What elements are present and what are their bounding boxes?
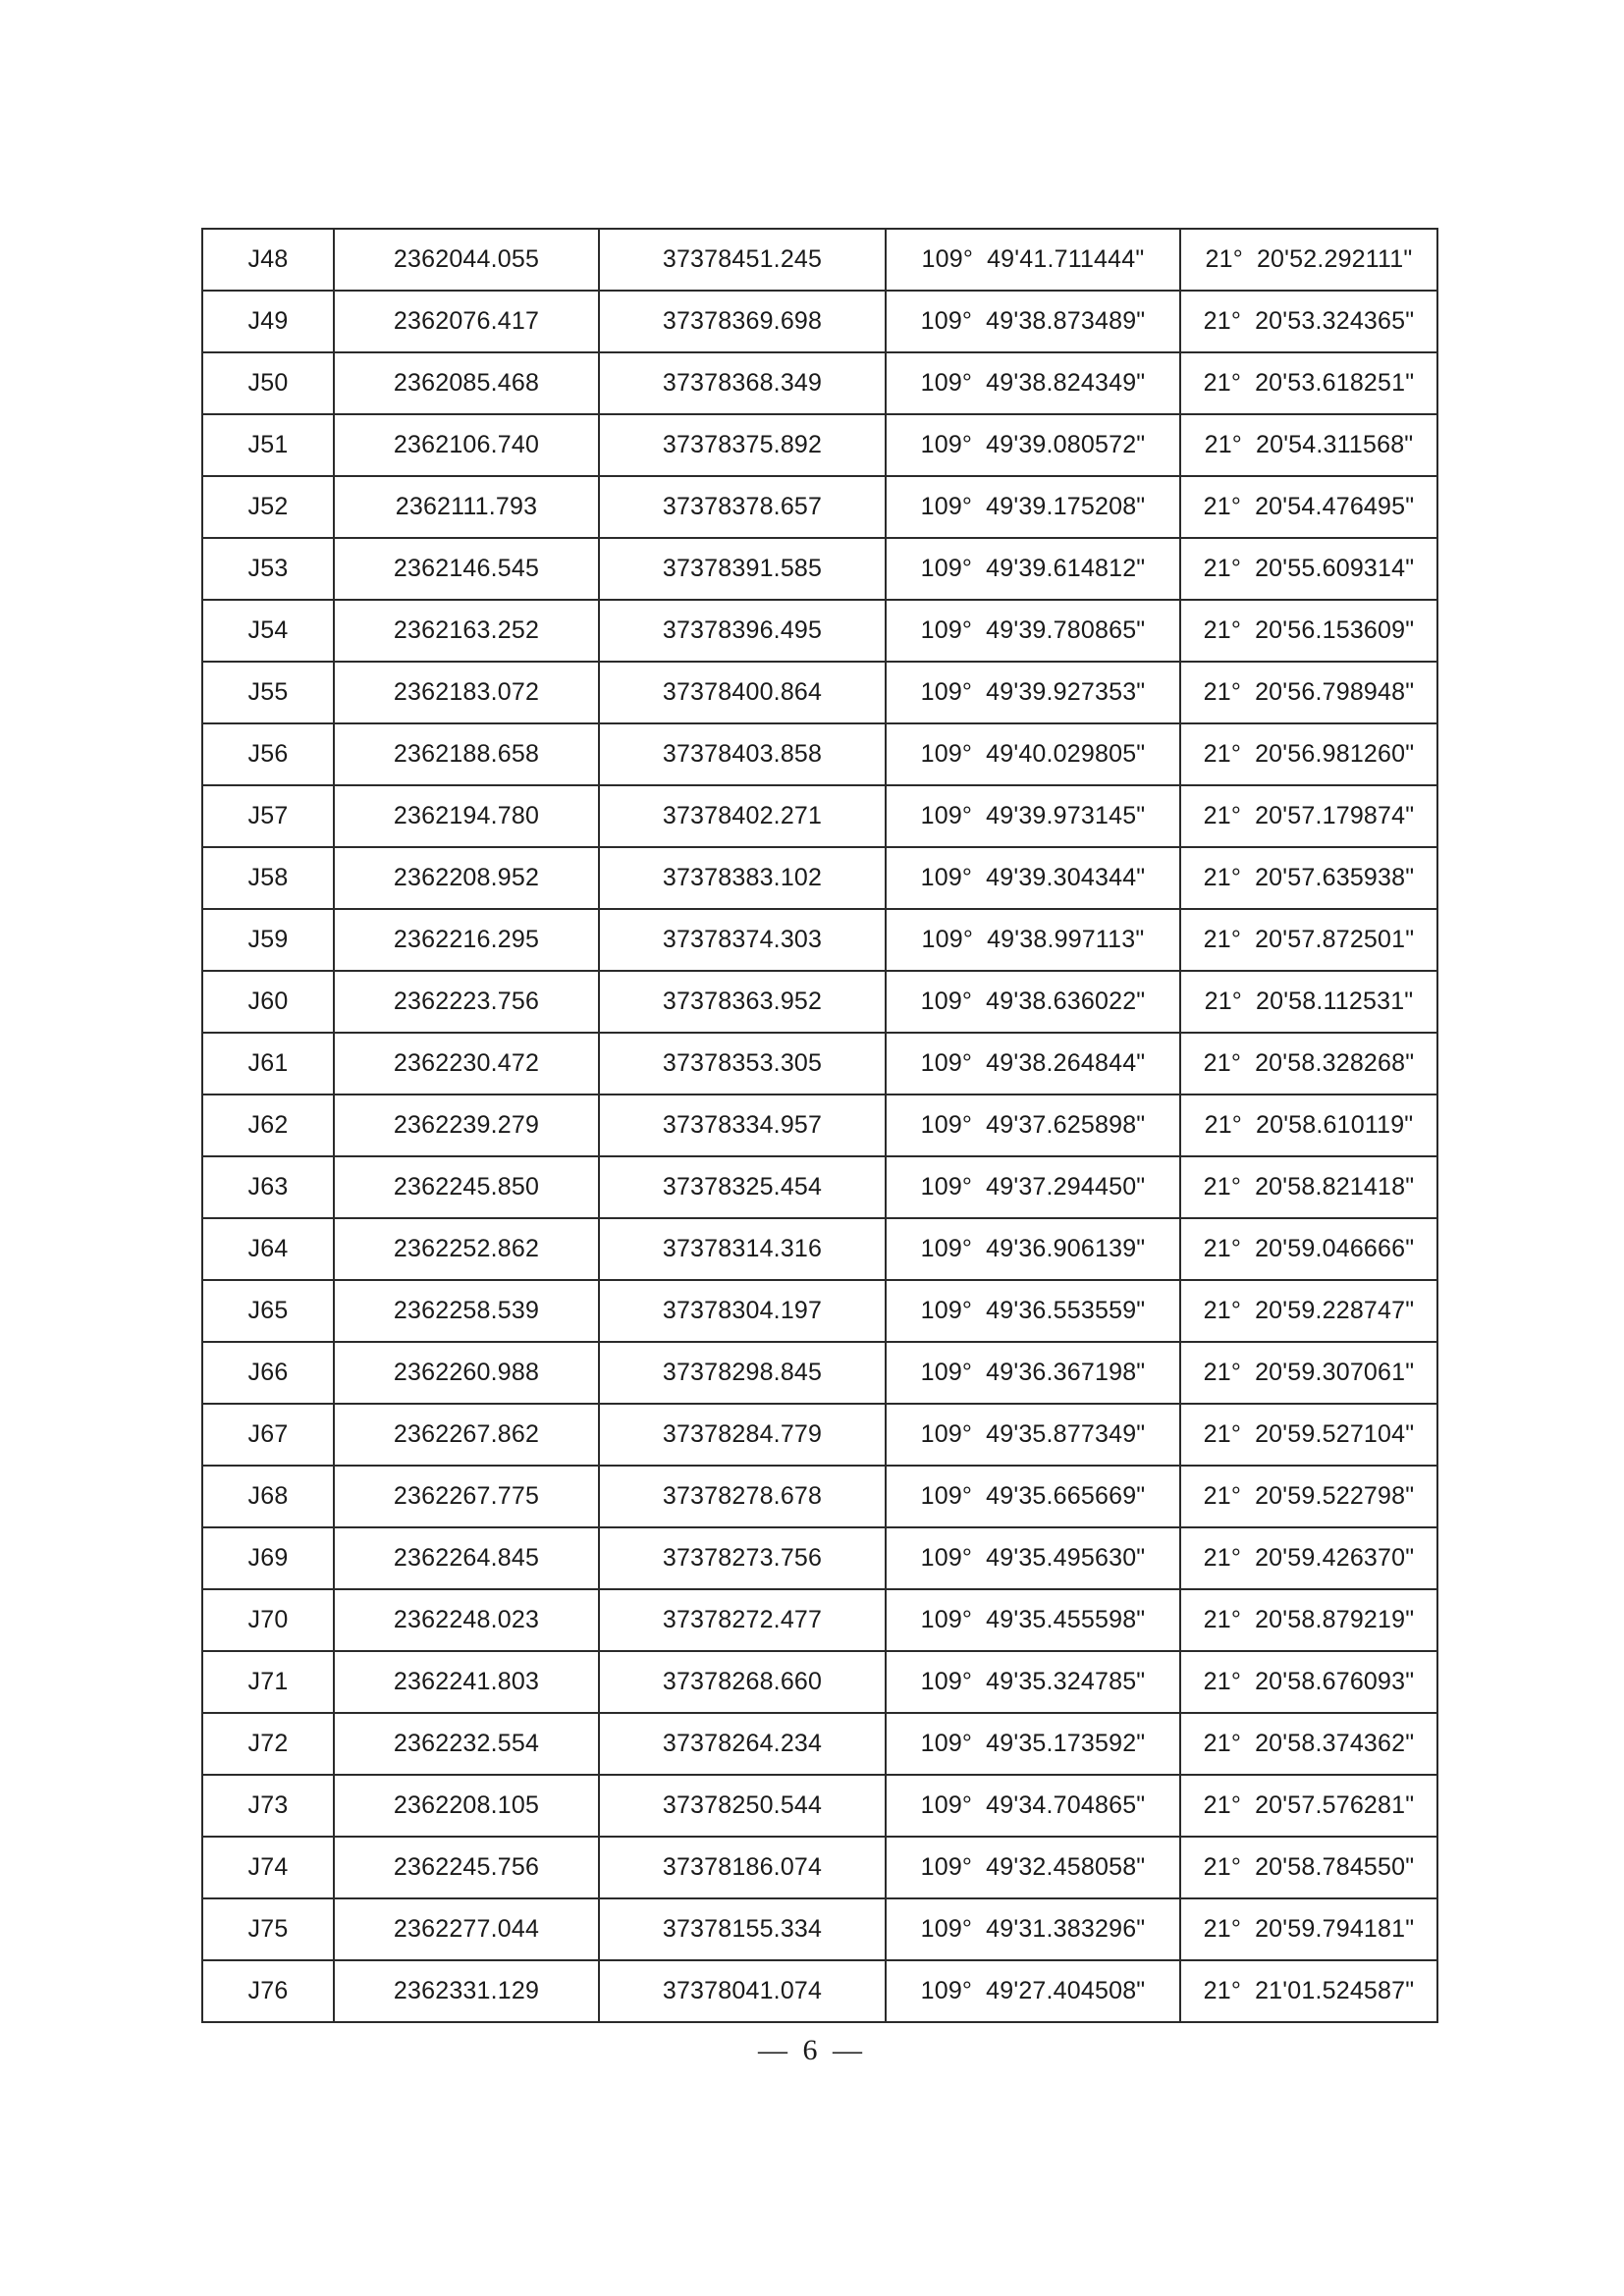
- longitude-degrees: 109°: [920, 1977, 973, 2004]
- cell-x-coordinate: 2362230.472: [334, 1033, 599, 1095]
- cell-longitude: [886, 229, 1180, 291]
- latitude-minutes-seconds: 20'56.798948": [1255, 678, 1415, 706]
- cell-longitude: [886, 847, 1180, 909]
- cell-y-coordinate: 37378273.756: [599, 1527, 886, 1589]
- latitude-degrees: 21°: [1203, 1297, 1242, 1324]
- longitude-minutes-seconds: 49'40.029805": [986, 740, 1146, 768]
- cell-latitude: [1180, 1095, 1437, 1156]
- table-row: [202, 785, 1437, 847]
- longitude-degrees: 109°: [920, 1668, 973, 1695]
- latitude-minutes-seconds: 20'52.292111": [1256, 245, 1413, 273]
- cell-latitude: [1180, 1033, 1437, 1095]
- cell-x-coordinate: 2362188.658: [334, 723, 599, 785]
- cell-y-coordinate: 37378284.779: [599, 1404, 886, 1466]
- cell-point-id: J51: [202, 414, 334, 476]
- latitude-minutes-seconds: 20'59.228747": [1255, 1297, 1415, 1324]
- cell-x-coordinate: 2362208.952: [334, 847, 599, 909]
- cell-y-coordinate: 37378314.316: [599, 1218, 886, 1280]
- longitude-degrees: 109°: [920, 988, 973, 1015]
- cell-y-coordinate: 37378325.454: [599, 1156, 886, 1218]
- longitude-degrees: 109°: [920, 1482, 973, 1510]
- cell-point-id: J57: [202, 785, 334, 847]
- table-row: [202, 1033, 1437, 1095]
- cell-longitude: [886, 600, 1180, 662]
- cell-x-coordinate: 2362208.105: [334, 1775, 599, 1837]
- longitude-degrees: 109°: [920, 1111, 973, 1139]
- cell-y-coordinate: 37378272.477: [599, 1589, 886, 1651]
- latitude-minutes-seconds: 20'58.610119": [1256, 1111, 1414, 1139]
- cell-point-id: J52: [202, 476, 334, 538]
- cell-point-id: J66: [202, 1342, 334, 1404]
- cell-longitude: [886, 291, 1180, 352]
- latitude-minutes-seconds: 20'53.618251": [1255, 369, 1415, 397]
- cell-x-coordinate: 2362264.845: [334, 1527, 599, 1589]
- cell-point-id: J48: [202, 229, 334, 291]
- table-row: [202, 1651, 1437, 1713]
- longitude-minutes-seconds: 49'39.080572": [986, 431, 1146, 458]
- cell-longitude: [886, 1898, 1180, 1960]
- cell-latitude: [1180, 1218, 1437, 1280]
- table-row: [202, 1713, 1437, 1775]
- cell-longitude: [886, 414, 1180, 476]
- latitude-degrees: 21°: [1203, 493, 1242, 520]
- longitude-minutes-seconds: 49'38.873489": [986, 307, 1146, 335]
- latitude-degrees: 21°: [1204, 431, 1242, 458]
- latitude-minutes-seconds: 20'59.046666": [1255, 1235, 1415, 1262]
- cell-x-coordinate: 2362241.803: [334, 1651, 599, 1713]
- longitude-minutes-seconds: 49'36.367198": [986, 1359, 1146, 1386]
- cell-y-coordinate: 37378375.892: [599, 414, 886, 476]
- longitude-minutes-seconds: 49'35.495630": [986, 1544, 1146, 1572]
- latitude-degrees: 21°: [1203, 1235, 1242, 1262]
- latitude-degrees: 21°: [1203, 1049, 1242, 1077]
- table-row: [202, 476, 1437, 538]
- table-row: [202, 1404, 1437, 1466]
- cell-x-coordinate: 2362267.775: [334, 1466, 599, 1527]
- cell-y-coordinate: 37378400.864: [599, 662, 886, 723]
- longitude-minutes-seconds: 49'35.455598": [986, 1606, 1146, 1633]
- longitude-degrees: 109°: [920, 1791, 973, 1819]
- latitude-minutes-seconds: 20'58.784550": [1255, 1853, 1415, 1881]
- cell-x-coordinate: 2362194.780: [334, 785, 599, 847]
- cell-point-id: J55: [202, 662, 334, 723]
- table-row: [202, 1095, 1437, 1156]
- latitude-minutes-seconds: 20'58.328268": [1255, 1049, 1415, 1077]
- latitude-degrees: 21°: [1203, 1359, 1242, 1386]
- cell-x-coordinate: 2362223.756: [334, 971, 599, 1033]
- cell-longitude: [886, 1713, 1180, 1775]
- cell-point-id: J67: [202, 1404, 334, 1466]
- longitude-minutes-seconds: 49'36.906139": [986, 1235, 1146, 1262]
- cell-latitude: [1180, 1589, 1437, 1651]
- longitude-minutes-seconds: 49'39.927353": [986, 678, 1146, 706]
- latitude-minutes-seconds: 20'54.311568": [1256, 431, 1414, 458]
- cell-longitude: [886, 909, 1180, 971]
- latitude-degrees: 21°: [1203, 1977, 1242, 2004]
- cell-y-coordinate: 37378368.349: [599, 352, 886, 414]
- table-row: [202, 1837, 1437, 1898]
- longitude-minutes-seconds: 49'39.780865": [986, 616, 1146, 644]
- cell-latitude: [1180, 971, 1437, 1033]
- cell-point-id: J49: [202, 291, 334, 352]
- cell-point-id: J58: [202, 847, 334, 909]
- cell-y-coordinate: 37378369.698: [599, 291, 886, 352]
- latitude-minutes-seconds: 20'59.307061": [1255, 1359, 1415, 1386]
- cell-point-id: J50: [202, 352, 334, 414]
- longitude-degrees: 109°: [920, 1544, 973, 1572]
- cell-y-coordinate: 37378250.544: [599, 1775, 886, 1837]
- table-row: [202, 909, 1437, 971]
- cell-x-coordinate: 2362258.539: [334, 1280, 599, 1342]
- latitude-minutes-seconds: 20'59.527104": [1255, 1420, 1415, 1448]
- cell-longitude: [886, 1218, 1180, 1280]
- cell-longitude: [886, 1342, 1180, 1404]
- longitude-minutes-seconds: 49'35.665669": [986, 1482, 1146, 1510]
- cell-y-coordinate: 37378278.678: [599, 1466, 886, 1527]
- cell-y-coordinate: 37378334.957: [599, 1095, 886, 1156]
- cell-longitude: [886, 538, 1180, 600]
- latitude-degrees: 21°: [1205, 245, 1243, 273]
- longitude-degrees: 109°: [920, 1049, 973, 1077]
- cell-longitude: [886, 1033, 1180, 1095]
- table-row: [202, 662, 1437, 723]
- cell-x-coordinate: 2362216.295: [334, 909, 599, 971]
- cell-y-coordinate: 37378378.657: [599, 476, 886, 538]
- cell-y-coordinate: 37378383.102: [599, 847, 886, 909]
- cell-longitude: [886, 723, 1180, 785]
- cell-latitude: [1180, 1466, 1437, 1527]
- latitude-degrees: 21°: [1203, 926, 1242, 953]
- longitude-minutes-seconds: 49'39.175208": [986, 493, 1146, 520]
- latitude-minutes-seconds: 20'59.426370": [1255, 1544, 1415, 1572]
- cell-latitude: [1180, 1837, 1437, 1898]
- cell-latitude: [1180, 1280, 1437, 1342]
- longitude-degrees: 109°: [920, 802, 973, 829]
- cell-x-coordinate: 2362232.554: [334, 1713, 599, 1775]
- latitude-minutes-seconds: 20'57.576281": [1255, 1791, 1415, 1819]
- latitude-minutes-seconds: 20'59.794181": [1255, 1915, 1415, 1943]
- cell-y-coordinate: 37378374.303: [599, 909, 886, 971]
- table-row: [202, 1775, 1437, 1837]
- cell-latitude: [1180, 1960, 1437, 2022]
- cell-point-id: J76: [202, 1960, 334, 2022]
- longitude-minutes-seconds: 49'31.383296": [986, 1915, 1146, 1943]
- cell-latitude: [1180, 291, 1437, 352]
- cell-x-coordinate: 2362267.862: [334, 1404, 599, 1466]
- coordinate-table-container: [201, 228, 1436, 2023]
- latitude-degrees: 21°: [1203, 802, 1242, 829]
- cell-latitude: [1180, 662, 1437, 723]
- longitude-degrees: 109°: [920, 1359, 973, 1386]
- cell-x-coordinate: 2362183.072: [334, 662, 599, 723]
- table-row: [202, 1527, 1437, 1589]
- cell-x-coordinate: 2362248.023: [334, 1589, 599, 1651]
- latitude-minutes-seconds: 20'57.179874": [1255, 802, 1415, 829]
- longitude-degrees: 109°: [921, 245, 974, 273]
- cell-latitude: [1180, 1404, 1437, 1466]
- cell-longitude: [886, 971, 1180, 1033]
- longitude-minutes-seconds: 49'38.824349": [986, 369, 1146, 397]
- cell-x-coordinate: 2362239.279: [334, 1095, 599, 1156]
- table-row: [202, 1280, 1437, 1342]
- cell-latitude: [1180, 909, 1437, 971]
- cell-latitude: [1180, 229, 1437, 291]
- cell-x-coordinate: 2362163.252: [334, 600, 599, 662]
- cell-longitude: [886, 352, 1180, 414]
- latitude-degrees: 21°: [1204, 1111, 1242, 1139]
- longitude-minutes-seconds: 49'37.294450": [986, 1173, 1146, 1201]
- latitude-degrees: 21°: [1203, 864, 1242, 891]
- latitude-minutes-seconds: 20'55.609314": [1255, 555, 1415, 582]
- cell-point-id: J62: [202, 1095, 334, 1156]
- cell-longitude: [886, 662, 1180, 723]
- cell-longitude: [886, 1651, 1180, 1713]
- table-row: [202, 1156, 1437, 1218]
- latitude-minutes-seconds: 20'54.476495": [1255, 493, 1415, 520]
- cell-longitude: [886, 785, 1180, 847]
- longitude-degrees: 109°: [920, 1173, 973, 1201]
- longitude-degrees: 109°: [920, 1915, 973, 1943]
- cell-latitude: [1180, 1156, 1437, 1218]
- longitude-minutes-seconds: 49'35.324785": [986, 1668, 1146, 1695]
- cell-point-id: J65: [202, 1280, 334, 1342]
- cell-point-id: J61: [202, 1033, 334, 1095]
- cell-longitude: [886, 1960, 1180, 2022]
- cell-latitude: [1180, 352, 1437, 414]
- longitude-degrees: 109°: [920, 555, 973, 582]
- longitude-minutes-seconds: 49'35.877349": [986, 1420, 1146, 1448]
- cell-x-coordinate: 2362111.793: [334, 476, 599, 538]
- cell-y-coordinate: 37378353.305: [599, 1033, 886, 1095]
- longitude-degrees: 109°: [920, 493, 973, 520]
- cell-longitude: [886, 1404, 1180, 1466]
- page-footer: [0, 2034, 1624, 2067]
- cell-point-id: J54: [202, 600, 334, 662]
- cell-latitude: [1180, 1651, 1437, 1713]
- table-row: [202, 1342, 1437, 1404]
- longitude-degrees: 109°: [920, 1606, 973, 1633]
- latitude-degrees: 21°: [1203, 740, 1242, 768]
- longitude-degrees: 109°: [920, 678, 973, 706]
- cell-point-id: J59: [202, 909, 334, 971]
- cell-point-id: J63: [202, 1156, 334, 1218]
- longitude-minutes-seconds: 49'38.264844": [986, 1049, 1146, 1077]
- coordinate-table-body: [202, 229, 1437, 2022]
- table-row: [202, 1960, 1437, 2022]
- longitude-minutes-seconds: 49'38.636022": [986, 988, 1146, 1015]
- cell-point-id: J70: [202, 1589, 334, 1651]
- longitude-minutes-seconds: 49'36.553559": [986, 1297, 1146, 1324]
- longitude-minutes-seconds: 49'41.711444": [987, 245, 1145, 273]
- cell-longitude: [886, 1156, 1180, 1218]
- cell-longitude: [886, 1466, 1180, 1527]
- cell-latitude: [1180, 785, 1437, 847]
- cell-longitude: [886, 1589, 1180, 1651]
- cell-y-coordinate: 37378298.845: [599, 1342, 886, 1404]
- cell-point-id: J56: [202, 723, 334, 785]
- cell-y-coordinate: 37378041.074: [599, 1960, 886, 2022]
- table-row: [202, 414, 1437, 476]
- latitude-minutes-seconds: 20'59.522798": [1255, 1482, 1415, 1510]
- table-row: [202, 971, 1437, 1033]
- longitude-minutes-seconds: 49'27.404508": [986, 1977, 1146, 2004]
- cell-x-coordinate: 2362260.988: [334, 1342, 599, 1404]
- longitude-minutes-seconds: 49'35.173592": [986, 1730, 1146, 1757]
- latitude-degrees: 21°: [1203, 1791, 1242, 1819]
- cell-y-coordinate: 37378268.660: [599, 1651, 886, 1713]
- latitude-minutes-seconds: 20'57.635938": [1255, 864, 1415, 891]
- latitude-minutes-seconds: 20'56.981260": [1255, 740, 1415, 768]
- longitude-degrees: 109°: [920, 616, 973, 644]
- latitude-minutes-seconds: 20'53.324365": [1255, 307, 1415, 335]
- table-row: [202, 291, 1437, 352]
- table-row: [202, 538, 1437, 600]
- cell-longitude: [886, 476, 1180, 538]
- latitude-degrees: 21°: [1203, 678, 1242, 706]
- cell-latitude: [1180, 1527, 1437, 1589]
- latitude-degrees: 21°: [1203, 307, 1242, 335]
- latitude-degrees: 21°: [1203, 616, 1242, 644]
- cell-point-id: J53: [202, 538, 334, 600]
- latitude-degrees: 21°: [1203, 1668, 1242, 1695]
- longitude-degrees: 109°: [920, 740, 973, 768]
- cell-latitude: [1180, 847, 1437, 909]
- cell-y-coordinate: 37378451.245: [599, 229, 886, 291]
- latitude-minutes-seconds: 21'01.524587": [1255, 1977, 1415, 2004]
- cell-y-coordinate: 37378396.495: [599, 600, 886, 662]
- longitude-degrees: 109°: [920, 1853, 973, 1881]
- cell-point-id: J71: [202, 1651, 334, 1713]
- longitude-minutes-seconds: 49'39.304344": [986, 864, 1146, 891]
- cell-y-coordinate: 37378391.585: [599, 538, 886, 600]
- cell-x-coordinate: 2362044.055: [334, 229, 599, 291]
- latitude-degrees: 21°: [1203, 1173, 1242, 1201]
- cell-y-coordinate: 37378403.858: [599, 723, 886, 785]
- cell-point-id: J75: [202, 1898, 334, 1960]
- table-row: [202, 352, 1437, 414]
- table-row: [202, 723, 1437, 785]
- longitude-degrees: 109°: [920, 1730, 973, 1757]
- cell-y-coordinate: 37378155.334: [599, 1898, 886, 1960]
- latitude-degrees: 21°: [1203, 1482, 1242, 1510]
- cell-point-id: J69: [202, 1527, 334, 1589]
- cell-longitude: [886, 1837, 1180, 1898]
- cell-point-id: J74: [202, 1837, 334, 1898]
- table-row: [202, 229, 1437, 291]
- latitude-degrees: 21°: [1203, 1606, 1242, 1633]
- cell-latitude: [1180, 723, 1437, 785]
- cell-x-coordinate: 2362245.850: [334, 1156, 599, 1218]
- table-row: [202, 1898, 1437, 1960]
- cell-longitude: [886, 1775, 1180, 1837]
- cell-x-coordinate: 2362331.129: [334, 1960, 599, 2022]
- cell-y-coordinate: 37378402.271: [599, 785, 886, 847]
- cell-y-coordinate: 37378363.952: [599, 971, 886, 1033]
- longitude-minutes-seconds: 49'38.997113": [987, 926, 1145, 953]
- latitude-degrees: 21°: [1203, 369, 1242, 397]
- longitude-degrees: 109°: [920, 431, 973, 458]
- latitude-minutes-seconds: 20'58.374362": [1255, 1730, 1415, 1757]
- longitude-minutes-seconds: 49'34.704865": [986, 1791, 1146, 1819]
- cell-point-id: J73: [202, 1775, 334, 1837]
- longitude-minutes-seconds: 49'37.625898": [986, 1111, 1146, 1139]
- latitude-minutes-seconds: 20'56.153609": [1255, 616, 1415, 644]
- latitude-minutes-seconds: 20'57.872501": [1255, 926, 1415, 953]
- longitude-degrees: 109°: [921, 926, 974, 953]
- cell-y-coordinate: 37378264.234: [599, 1713, 886, 1775]
- longitude-degrees: 109°: [920, 1297, 973, 1324]
- longitude-degrees: 109°: [920, 369, 973, 397]
- latitude-degrees: 21°: [1203, 555, 1242, 582]
- latitude-minutes-seconds: 20'58.879219": [1255, 1606, 1415, 1633]
- cell-point-id: J68: [202, 1466, 334, 1527]
- table-row: [202, 1589, 1437, 1651]
- cell-x-coordinate: 2362252.862: [334, 1218, 599, 1280]
- latitude-degrees: 21°: [1203, 1853, 1242, 1881]
- longitude-minutes-seconds: 49'39.614812": [986, 555, 1146, 582]
- table-row: [202, 600, 1437, 662]
- longitude-degrees: 109°: [920, 307, 973, 335]
- cell-x-coordinate: 2362076.417: [334, 291, 599, 352]
- latitude-minutes-seconds: 20'58.112531": [1256, 988, 1414, 1015]
- cell-latitude: [1180, 538, 1437, 600]
- latitude-degrees: 21°: [1203, 1915, 1242, 1943]
- cell-point-id: J60: [202, 971, 334, 1033]
- latitude-minutes-seconds: 20'58.821418": [1255, 1173, 1415, 1201]
- longitude-minutes-seconds: 49'39.973145": [986, 802, 1146, 829]
- table-row: [202, 847, 1437, 909]
- cell-y-coordinate: 37378186.074: [599, 1837, 886, 1898]
- cell-y-coordinate: 37378304.197: [599, 1280, 886, 1342]
- longitude-degrees: 109°: [920, 1235, 973, 1262]
- cell-latitude: [1180, 476, 1437, 538]
- cell-longitude: [886, 1527, 1180, 1589]
- page-number: — 6 —: [758, 2034, 866, 2066]
- cell-x-coordinate: 2362277.044: [334, 1898, 599, 1960]
- table-row: [202, 1466, 1437, 1527]
- latitude-degrees: 21°: [1204, 988, 1242, 1015]
- cell-latitude: [1180, 1898, 1437, 1960]
- cell-point-id: J64: [202, 1218, 334, 1280]
- cell-x-coordinate: 2362245.756: [334, 1837, 599, 1898]
- cell-x-coordinate: 2362106.740: [334, 414, 599, 476]
- longitude-minutes-seconds: 49'32.458058": [986, 1853, 1146, 1881]
- cell-longitude: [886, 1095, 1180, 1156]
- cell-longitude: [886, 1280, 1180, 1342]
- cell-point-id: J72: [202, 1713, 334, 1775]
- cell-latitude: [1180, 1342, 1437, 1404]
- coordinate-table: [201, 228, 1438, 2023]
- table-row: [202, 1218, 1437, 1280]
- cell-x-coordinate: 2362146.545: [334, 538, 599, 600]
- cell-x-coordinate: 2362085.468: [334, 352, 599, 414]
- latitude-degrees: 21°: [1203, 1730, 1242, 1757]
- latitude-minutes-seconds: 20'58.676093": [1255, 1668, 1415, 1695]
- cell-latitude: [1180, 1713, 1437, 1775]
- cell-latitude: [1180, 600, 1437, 662]
- longitude-degrees: 109°: [920, 864, 973, 891]
- longitude-degrees: 109°: [920, 1420, 973, 1448]
- latitude-degrees: 21°: [1203, 1544, 1242, 1572]
- latitude-degrees: 21°: [1203, 1420, 1242, 1448]
- cell-latitude: [1180, 1775, 1437, 1837]
- cell-latitude: [1180, 414, 1437, 476]
